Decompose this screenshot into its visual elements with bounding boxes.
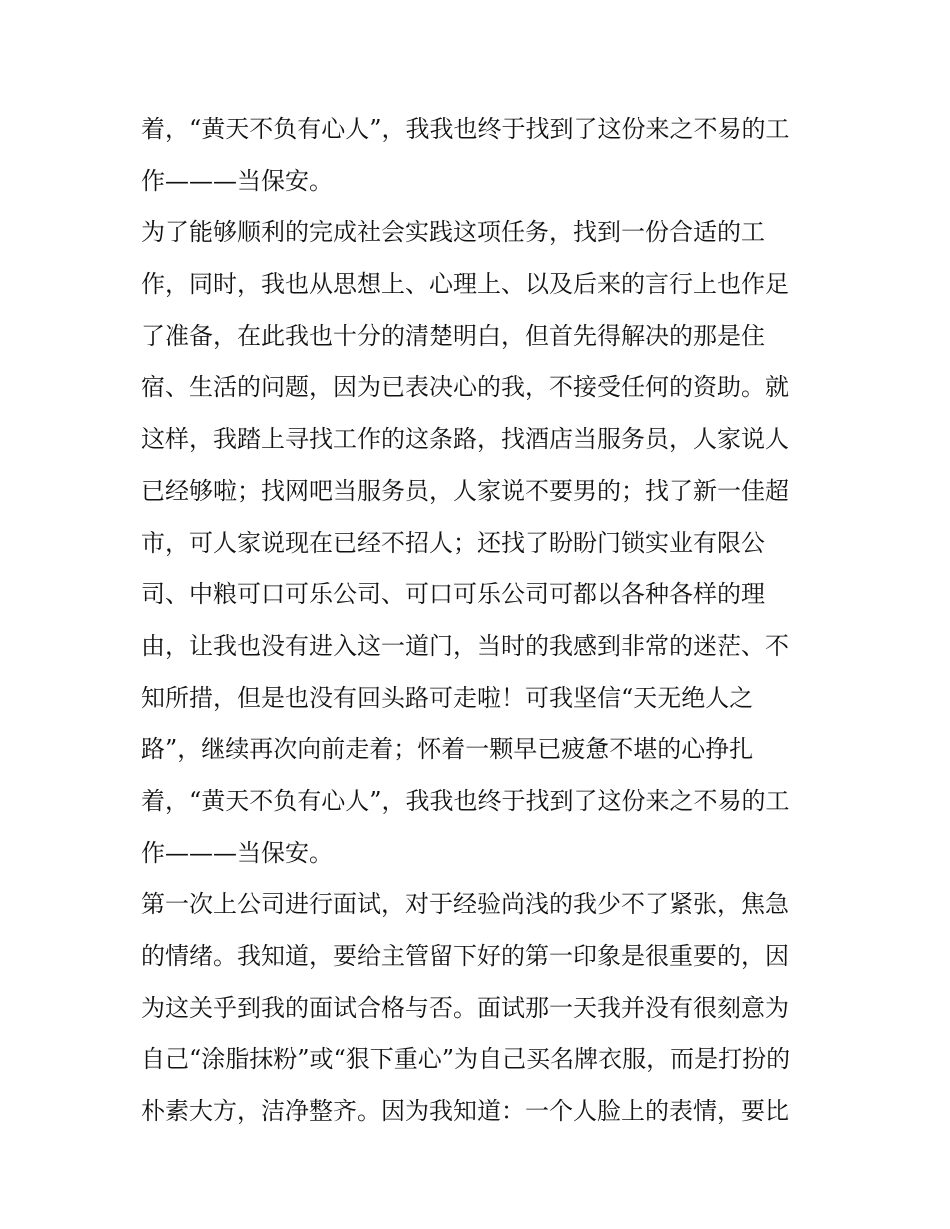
text-line: 为了能够顺利的完成社会实践这项任务，找到一份合适的工 [141, 218, 765, 247]
text-line: 的情绪。我知道，要给主管留下好的第一印象是很重要的，因 [141, 942, 789, 970]
text-line: 为这关乎到我的面试合格与否。面试那一天我并没有很刻意为 [141, 993, 789, 1022]
text-line: 由，让我也没有进入这一道门，当时的我感到非常的迷茫、不 [141, 631, 789, 660]
text-line: 朴素大方，洁净整齐。因为我知道：一个人脸上的表情，要比 [141, 1097, 789, 1126]
text-line: 着，“黄天不负有心人”，我我也终于找到了这份来之不易的工 [141, 786, 790, 815]
text-line: 作———当保安。 [141, 166, 333, 195]
text-line: 这样，我踏上寻找工作的这条路，找酒店当服务员，人家说人 [141, 425, 789, 454]
document-body [141, 104, 821, 1138]
text-line: 宿、生活的问题，因为已表决心的我，不接受任何的资助。就 [141, 373, 789, 402]
text-line: 知所措，但是也没有回头路可走啦！可我坚信“天无绝人之 [141, 683, 754, 712]
text-line: 了准备，在此我也十分的清楚明白，但首先得解决的那是住 [141, 321, 765, 350]
text-line: 司、中粮可口可乐公司、可口可乐公司可都以各种各样的理 [141, 580, 765, 609]
text-line: 已经够啦；找网吧当服务员，人家说不要男的；找了新一佳超 [141, 476, 789, 505]
text-line: 自己“涂脂抹粉”或“狠下重心”为自己买名牌衣服，而是打扮的 [141, 1045, 791, 1074]
text-line: 第一次上公司进行面试，对于经验尚浅的我少不了紧张，焦急 [141, 890, 789, 919]
text-line: 路”，继续再次向前走着；怀着一颗早已疲惫不堪的心挣扎 [141, 735, 754, 764]
text-line: 作，同时，我也从思想上、心理上、以及后来的言行上也作足 [141, 270, 789, 299]
text-line: 市，可人家说现在已经不招人；还找了盼盼门锁实业有限公 [141, 528, 765, 557]
text-line: 着，“黄天不负有心人”，我我也终于找到了这份来之不易的工 [141, 115, 790, 143]
text-line: 作———当保安。 [141, 838, 333, 867]
